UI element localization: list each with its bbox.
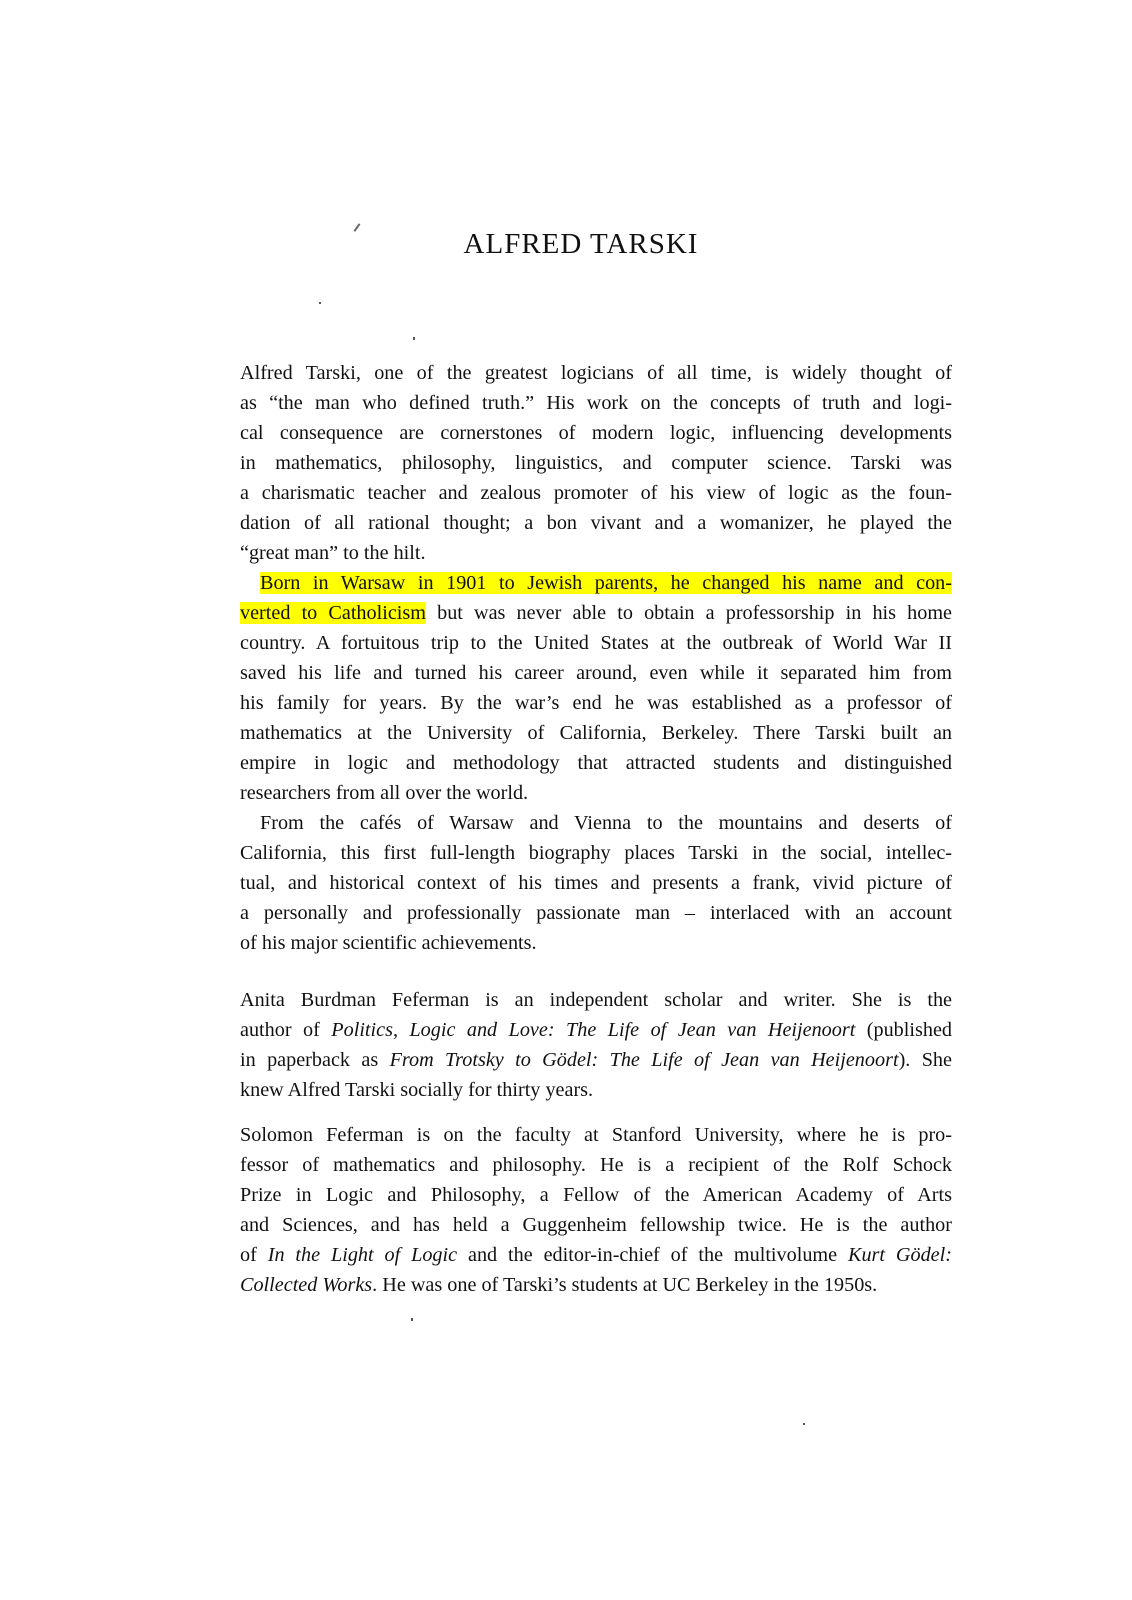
text-line: From the cafés of Warsaw and Vienna to the mountains and deserts of bbox=[260, 812, 952, 834]
text-line: a personally and professionally passionate man – interlaced with an account bbox=[240, 902, 952, 924]
book-title: In the Light of Logic bbox=[267, 1244, 458, 1266]
text-line: “great man” to the hilt. bbox=[240, 542, 426, 564]
author-bio-anita bbox=[240, 985, 952, 1105]
text-line: researchers from all over the world. bbox=[240, 782, 529, 804]
text-line: Alfred Tarski, one of the greatest logicians of all time, is widely thought of bbox=[240, 362, 952, 384]
text-line: and Sciences, and has held a Guggenheim fellowship twice. He is the author bbox=[240, 1214, 952, 1236]
text-line: tual, and historical context of his times and presents a frank, vivid picture of bbox=[240, 872, 952, 894]
text-line: California, this first full-length biography places Tarski in the social, intellec- bbox=[240, 842, 952, 864]
text-line bbox=[240, 598, 952, 628]
text-segment: and the editor-in-chief of the multivolume bbox=[457, 1244, 848, 1266]
text-line: cal consequence are cornerstones of modern logic, influencing developments bbox=[240, 422, 952, 444]
scan-dot bbox=[413, 337, 415, 340]
text-segment: . He was one of Tarski’s students at UC Berkeley in the 1950s. bbox=[372, 1274, 878, 1296]
text-segment: of bbox=[240, 1244, 268, 1266]
book-title: Kurt Gödel: bbox=[848, 1244, 952, 1266]
text-segment: ). She bbox=[898, 1049, 952, 1071]
text-line bbox=[240, 568, 952, 598]
scan-dot bbox=[803, 1423, 805, 1425]
description-paragraph bbox=[240, 358, 952, 568]
book-title: From Trotsky to Gödel: The Life of Jean van Heijenoort bbox=[389, 1049, 899, 1071]
text-line: a charismatic teacher and zealous promoter of his view of logic as the foun- bbox=[240, 482, 952, 504]
text-line: country. A fortuitous trip to the United States at the outbreak of World War II bbox=[240, 632, 952, 654]
book-title: Collected Works bbox=[240, 1274, 373, 1296]
scan-dot bbox=[319, 302, 321, 304]
text-line bbox=[240, 1015, 952, 1045]
scan-dot bbox=[411, 1318, 413, 1321]
description-paragraph bbox=[240, 808, 952, 958]
text-line: as “the man who defined truth.” His work on the concepts of truth and logi- bbox=[240, 392, 952, 414]
text-line bbox=[240, 1270, 952, 1300]
text-line bbox=[240, 1240, 952, 1270]
description-paragraph bbox=[240, 568, 952, 808]
text-line: mathematics at the University of California, Berkeley. There Tarski built an bbox=[240, 722, 952, 744]
text-line: Solomon Feferman is on the faculty at Stanford University, where he is pro- bbox=[240, 1124, 952, 1146]
text-line: fessor of mathematics and philosophy. He is a recipient of the Rolf Schock bbox=[240, 1154, 952, 1176]
text-line: Prize in Logic and Philosophy, a Fellow of the American Academy of Arts bbox=[240, 1184, 952, 1206]
author-bios bbox=[240, 985, 952, 1300]
highlighted-text[interactable]: Born in Warsaw in 1901 to Jewish parents, he changed his name and con- bbox=[260, 572, 952, 594]
author-bio-solomon bbox=[240, 1120, 952, 1300]
text-line bbox=[240, 1045, 952, 1075]
text-line: dation of all rational thought; a bon vivant and a womanizer, he played the bbox=[240, 512, 952, 534]
text-line: empire in logic and methodology that attracted students and distinguished bbox=[240, 752, 952, 774]
page-title: ALFRED TARSKI bbox=[463, 228, 699, 260]
highlighted-text[interactable]: verted to Catholicism bbox=[240, 602, 426, 624]
book-description bbox=[240, 358, 952, 958]
text-line: saved his life and turned his career around, even while it separated him from bbox=[240, 662, 952, 684]
text-segment: (published bbox=[855, 1019, 952, 1041]
text-line: his family for years. By the war’s end he was established as a professor of bbox=[240, 692, 952, 714]
text-line: knew Alfred Tarski socially for thirty years. bbox=[240, 1079, 594, 1101]
text-line: in mathematics, philosophy, linguistics, and computer science. Tarski was bbox=[240, 452, 952, 474]
text-line: of his major scientific achievements. bbox=[240, 932, 537, 954]
text-segment: but was never able to obtain a professorship in his home bbox=[425, 602, 952, 624]
text-segment: author of bbox=[240, 1019, 332, 1041]
text-line: Anita Burdman Feferman is an independent scholar and writer. She is the bbox=[240, 989, 952, 1011]
text-segment: in paperback as bbox=[240, 1049, 390, 1071]
book-title: Politics, Logic and Love: The Life of Jean van Heijenoort bbox=[331, 1019, 856, 1041]
